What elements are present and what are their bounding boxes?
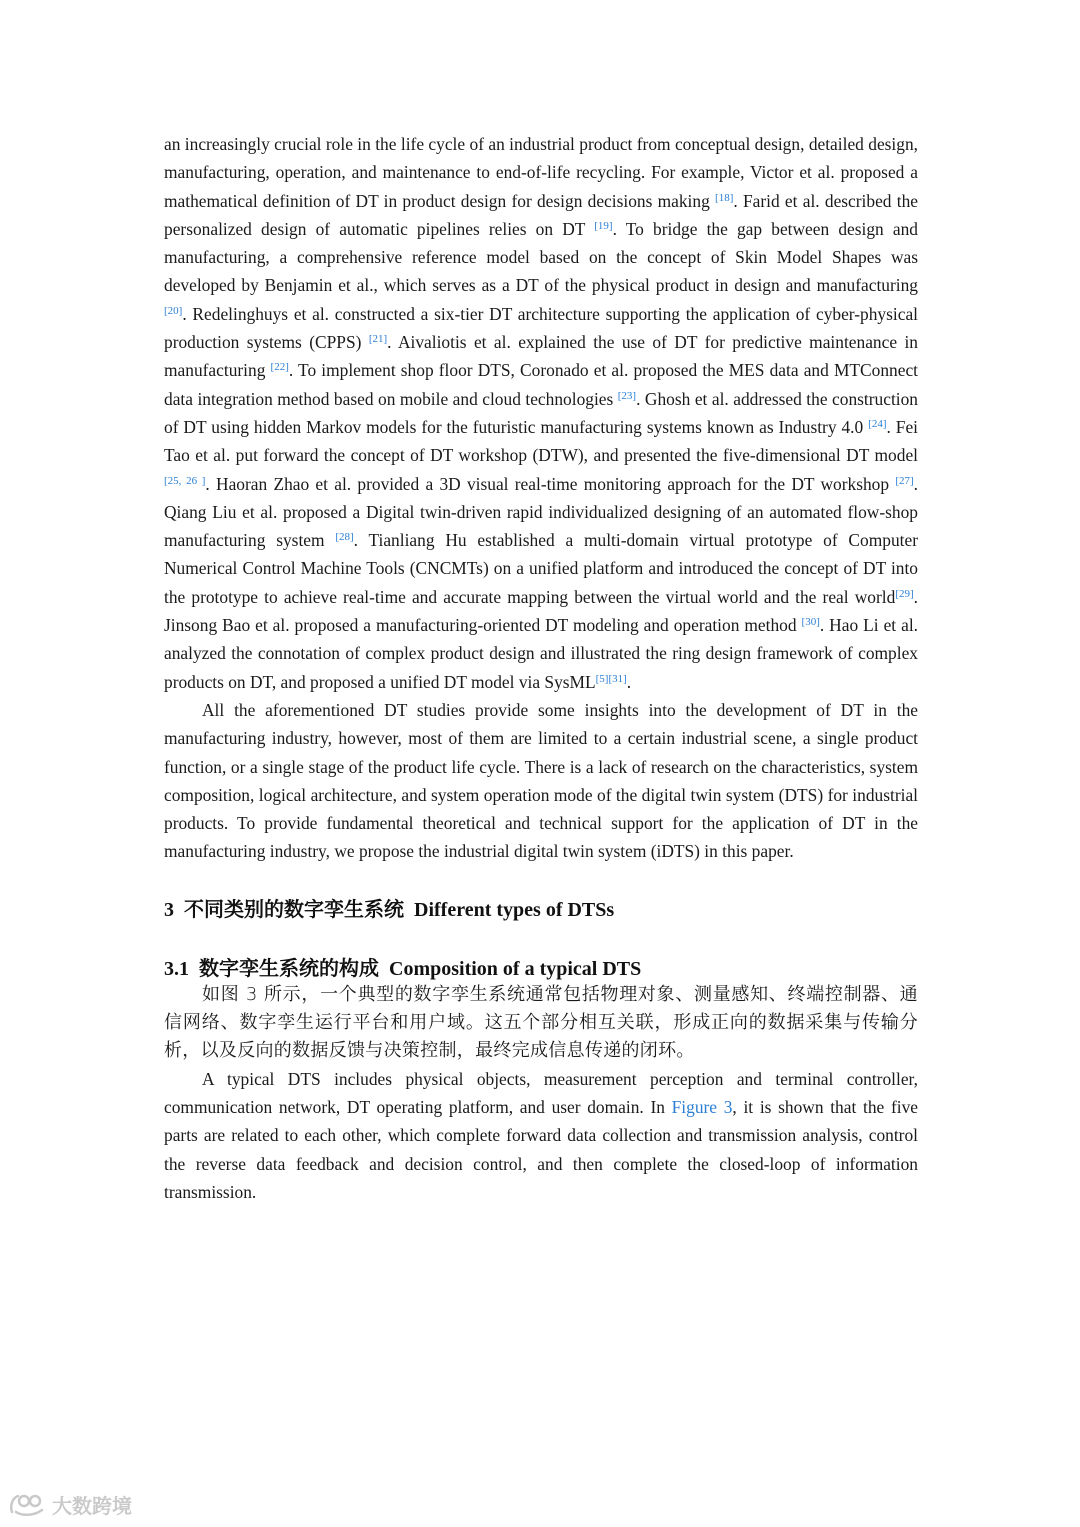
citation-5-31[interactable]: [5][31] bbox=[595, 672, 627, 685]
citation-28[interactable]: [28] bbox=[335, 531, 354, 544]
citation-27[interactable]: [27] bbox=[895, 474, 914, 487]
citation-24[interactable]: [24] bbox=[868, 417, 887, 430]
bigdata-logo-icon bbox=[8, 1492, 48, 1518]
citation-18[interactable]: [18] bbox=[715, 191, 734, 204]
citation-21[interactable]: [21] bbox=[368, 333, 388, 346]
citation-30[interactable]: [30] bbox=[801, 616, 820, 629]
citation-25-26[interactable]: [25, 26 ] bbox=[164, 474, 206, 487]
section-heading-3 bbox=[164, 893, 918, 922]
section-title-cn: 不同类别的数字孪生系统 bbox=[184, 898, 404, 921]
paragraph-english: A typical DTS includes physical objects, measurement perception and terminal controller, communication network, DT operating platform, and user domain. In Figure 3, it is shown that the five parts are related to each other, which complete forward data collection and transmission analysis, control the reverse data feedback and decision control, and then complete the closed-loop of information transmission. bbox=[164, 1068, 918, 1202]
subsection-heading-3-1 bbox=[164, 952, 918, 981]
subsection-title-cn: 数字孪生系统的构成 bbox=[199, 957, 379, 980]
page-content bbox=[164, 130, 918, 1206]
paragraph-chinese: 如图 3 所示，一个典型的数字孪生系统通常包括物理对象、测量感知、终端控制器、通信网络、数字孪生运行平台和用户域。这五个部分相互关联，形成正向的数据采集与传输分析，以及反向的数据反馈与决策控制，最终完成信息传递的闭环。 bbox=[164, 983, 918, 1061]
watermark-text: 大数跨境 bbox=[52, 1494, 132, 1518]
subsection-number: 3.1 bbox=[164, 957, 189, 980]
watermark bbox=[8, 1490, 132, 1519]
subsection-title-en: Composition of a typical DTS bbox=[389, 957, 642, 980]
citation-29[interactable]: [29] bbox=[895, 587, 914, 600]
citation-20[interactable]: [20] bbox=[164, 304, 183, 317]
citation-22[interactable]: [22] bbox=[270, 361, 289, 374]
section-number: 3 bbox=[164, 898, 174, 921]
section-title-en: Different types of DTSs bbox=[414, 898, 615, 921]
citation-23[interactable]: [23] bbox=[617, 389, 637, 402]
figure-3-link[interactable]: Figure 3 bbox=[671, 1097, 733, 1118]
paragraph-related-work: an increasingly crucial role in the life cycle of an industrial product from conceptual design, detailed design, manufacturing, operation, and maintenance to end-of-life recycling. For example, Victor et al. proposed a mathematical definition of DT in product design for design decisions making [18]. Farid et al. described the personalized design of automatic pipelines relies on DT [19]. To bridge the gap between design and manufacturing, a comprehensive reference model based on the concept of Skin Model Shapes was developed by Benjamin et al., which serves as a DT of the physical product in design and manufacturing [20]. Redelinghuys et al. constructed a six-tier DT architecture supporting the application of cyber-physical production systems (CPPS) [21]. Aivaliotis et al. explained the use of DT for predictive maintenance in manufacturing [22]. To implement shop floor DTS, Coronado et al. proposed the MES data and MTConnect data integration method based on mobile and cloud technologies [23]. Ghosh et al. addressed the construction of DT using hidden Markov models for the futuristic manufacturing systems known as Industry 4.0 [24]. Fei Tao et al. put forward the concept of DT workshop (DTW), and presented the five-dimensional DT model [25, 26 ]. Haoran Zhao et al. provided a 3D visual real-time monitoring approach for the DT workshop [27]. Qiang Liu et al. proposed a Digital twin-driven rapid individualized designing of an automated flow-shop manufacturing system [28]. Tianliang Hu established a multi-domain virtual prototype of Computer Numerical Control Machine Tools (CNCMTs) on a unified platform and introduced the concept of DT into the prototype to achieve real-time and accurate mapping between the virtual world and the real world[29]. Jinsong Bao et al. proposed a manufacturing-oriented DT modeling and operation method [30]. Hao Li et al. analyzed the connotation of complex product design and illustrated the ring design framework of complex products on DT, and proposed a unified DT model via SysML[5][31]. bbox=[164, 134, 919, 692]
citation-19[interactable]: [19] bbox=[594, 219, 613, 232]
paragraph-motivation: All the aforementioned DT studies provide some insights into the development of DT in the manufacturing industry, however, most of them are limited to a certain industrial scene, a single product function, or a single stage of the product life cycle. There is a lack of research on the characteristics, system composition, logical architecture, and system operation mode of the digital twin system (DTS) for industrial products. To provide fundamental theoretical and technical support for the application of DT in the manufacturing industry, we propose the industrial digital twin system (iDTS) in this paper. bbox=[164, 699, 918, 862]
